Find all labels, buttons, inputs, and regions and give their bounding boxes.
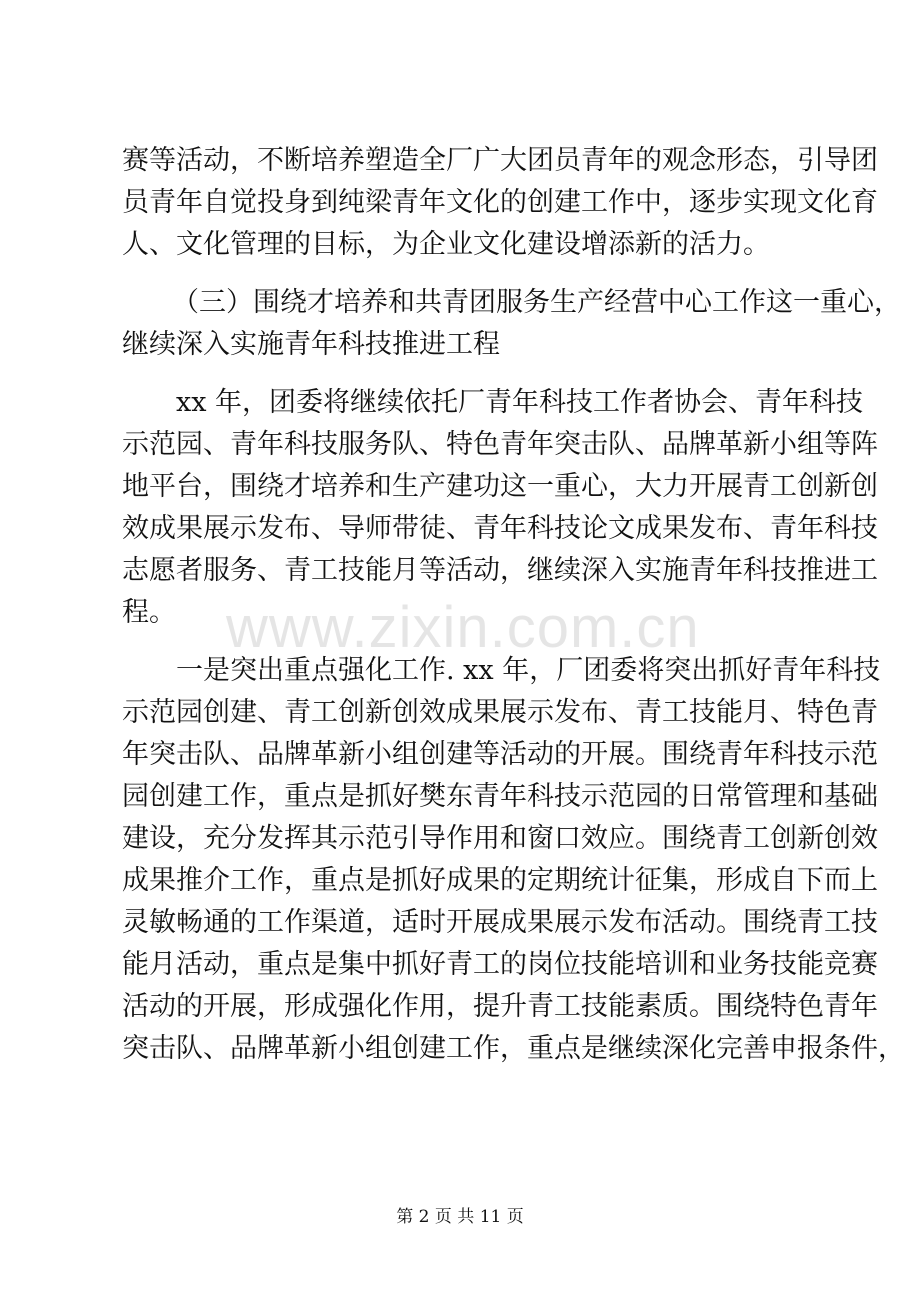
text-line: 园创建工作，重点是抓好樊东青年科技示范园的日常管理和基础 [122, 781, 878, 812]
text-line: 建设，充分发挥其示范引导作用和窗口效应。围绕青工创新创效 [122, 823, 878, 854]
text-line: 地平台，围绕才培养和生产建功这一重心，大力开展青工创新创 [122, 471, 878, 502]
text-line: 能月活动，重点是集中抓好青工的岗位技能培训和业务技能竞赛 [122, 949, 878, 980]
paragraph [122, 650, 905, 1070]
paragraph [122, 382, 878, 634]
text-line: 示范园创建、青工创新创效成果展示发布、青工技能月、特色青 [122, 697, 878, 728]
text-line: 年突击队、品牌革新小组创建等活动的开展。围绕青年科技示范 [122, 739, 878, 770]
text-line: 效成果展示发布、导师带徒、青年科技论文成果发布、青年科技 [122, 513, 878, 544]
text-line: 活动的开展，形成强化作用，提升青工技能素质。围绕特色青年 [122, 991, 878, 1022]
text-line: 示范园、青年科技服务队、特色青年突击队、品牌革新小组等阵 [122, 429, 878, 460]
text-line: （三）围绕才培养和共青团服务生产经营中心工作这一重心， [172, 287, 901, 318]
text-line: 一是突出重点强化工作. xx 年，厂团委将突出抓好青年科技 [176, 655, 881, 686]
text-line: 志愿者服务、青工技能月等活动，继续深入实施青年科技推进工 [122, 555, 878, 586]
text-line: 突击队、品牌革新小组创建工作，重点是继续深化完善申报条件， [122, 1033, 905, 1064]
page-number-footer: 第 2 页 共 11 页 [396, 1207, 524, 1227]
document-body [122, 140, 905, 1070]
paragraph-continuation [122, 140, 878, 266]
text-line: 程。 [122, 597, 176, 628]
section-heading [122, 282, 901, 366]
text-line: 灵敏畅通的工作渠道，适时开展成果展示发布活动。围绕青工技 [122, 907, 878, 938]
text-line: 继续深入实施青年科技推进工程 [122, 329, 500, 360]
text-line: 员青年自觉投身到纯梁青年文化的创建工作中，逐步实现文化育 [122, 187, 878, 218]
text-line: xx 年，团委将继续依托厂青年科技工作者协会、青年科技 [176, 387, 864, 418]
watermark-text: www.zixin.com.cn [226, 595, 700, 660]
text-line: 人、文化管理的目标，为企业文化建设增添新的活力。 [122, 229, 770, 260]
text-line: 赛等活动，不断培养塑造全厂广大团员青年的观念形态，引导团 [122, 145, 878, 176]
text-line: 成果推介工作，重点是抓好成果的定期统计征集，形成自下而上 [122, 865, 878, 896]
